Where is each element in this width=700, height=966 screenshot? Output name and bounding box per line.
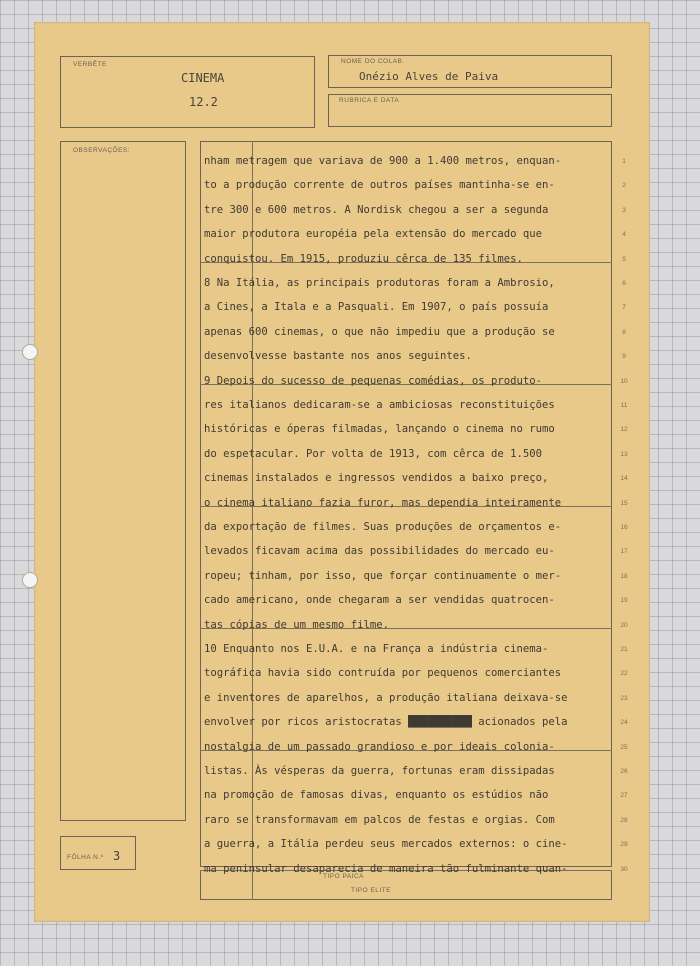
text-line: 9 Depois do sucesso de pequenas comédias, os produto- [204, 374, 543, 387]
text-line: a Cines, a Itala e a Pasquali. Em 1907, o país possuía [204, 301, 549, 314]
colab-label: NOME DO COLAB. [341, 58, 405, 65]
text-line: levados ficavam acima das possibilidades do mercado eu- [204, 545, 555, 558]
folha-box [60, 836, 136, 870]
rubrica-label: RUBRICA E DATA [339, 97, 400, 104]
text-line: 8 Na Itália, as principais produtoras foram a Ambrosio, [204, 277, 555, 289]
line-number: 23 [620, 694, 628, 702]
text-line: 10 Enquanto nos E.U.A. e na França a indústria cinema- [204, 643, 549, 655]
line-number: 3 [622, 206, 626, 214]
line-number: 25 [620, 743, 628, 751]
text-line: ma peninsular desaparecia de maneira tão fulminante quan- [204, 862, 568, 875]
text-line: envolver por ricos aristocratas ██████████ acionados pela [204, 716, 568, 729]
index-card-sheet [34, 22, 650, 922]
colab-name: Onézio Alves de Paiva [359, 70, 499, 83]
text-line: cado americano, onde chegaram a ser vendidas quatrocen- [204, 594, 555, 607]
line-number: 6 [622, 280, 626, 287]
text-line: do espetacular. Por volta de 1913, com cêrca de 1.500 [204, 447, 543, 460]
line-number: 4 [622, 231, 626, 239]
text-line: to a produção corrente de outros países mantinha-se en- [204, 179, 555, 192]
line-number: 19 [620, 597, 628, 605]
line-number: 24 [620, 719, 628, 727]
text-line: o cinema italiano fazia furor, mas dependia inteiramente [204, 496, 562, 509]
line-number: 28 [620, 816, 628, 824]
text-line: desenvolvesse bastante nos anos seguintes. [204, 350, 472, 363]
line-number: 11 [620, 402, 628, 409]
line-number: 17 [620, 548, 628, 556]
text-line: res italianos dedicaram-se a ambiciosas reconstituições [204, 399, 555, 411]
line-number: 2 [622, 182, 626, 190]
text-line: da exportação de filmes. Suas produções de orçamentos e- [204, 521, 562, 533]
verbete-box [60, 56, 315, 128]
line-number: 7 [622, 304, 626, 312]
text-line: históricas e óperas filmadas, lançando o cinema no rumo [204, 423, 555, 436]
verbete-label: VERBÊTE [73, 61, 107, 68]
text-line: ropeu; tinham, por isso, que forçar continuamente o mer- [204, 569, 562, 582]
line-number: 16 [620, 524, 628, 531]
line-number: 29 [620, 841, 628, 849]
text-line: tográfica havia sido contruída por pequenos comerciantes [204, 667, 562, 680]
tipo-elite-label: TIPO ELITE [351, 887, 392, 894]
observacoes-label: OBSERVAÇÕES: [73, 147, 131, 154]
line-number: 20 [620, 621, 628, 629]
text-line: tas cópias de um mesmo filme. [204, 618, 389, 631]
tipo-paica-label: TIPO PAICA [323, 873, 364, 880]
folha-label: FÔLHA N.º [67, 854, 104, 861]
line-number: 27 [620, 792, 628, 800]
text-line: nham metragem que variava de 900 a 1.400 metros, enquan- [204, 155, 562, 167]
line-number: 8 [622, 328, 626, 336]
line-number: 9 [622, 353, 626, 361]
line-number: 14 [620, 475, 628, 483]
text-line: maior produtora européia pela extensão do mercado que [204, 228, 543, 241]
punch-hole-bottom [22, 572, 38, 588]
line-number: 21 [620, 646, 628, 653]
line-number: 13 [620, 450, 628, 458]
line-number: 18 [620, 572, 628, 580]
text-line: listas. Às vésperas da guerra, fortunas eram dissipadas [204, 765, 555, 777]
rubrica-box [328, 94, 612, 127]
line-number: 5 [622, 255, 626, 263]
text-line: a guerra, a Itália perdeu seus mercados externos: o cine- [204, 838, 568, 851]
text-line: apenas 600 cinemas, o que não impediu que a produção se [204, 325, 555, 338]
text-line: raro se transformavam em palcos de festas e orgias. Com [204, 813, 555, 826]
colab-box [328, 55, 612, 88]
folha-number: 3 [113, 849, 121, 863]
verbete-number: 12.2 [189, 95, 218, 109]
line-number: 10 [620, 377, 628, 385]
text-line: conquistou. Em 1915, produziu cêrca de 135 filmes. [204, 252, 523, 265]
line-number: 12 [620, 426, 628, 434]
verbete-title: CINEMA [181, 71, 225, 85]
text-line: cinemas instalados e ingressos vendidos a baixo preço, [204, 472, 549, 485]
line-number: 15 [620, 499, 628, 507]
line-number: 26 [620, 768, 628, 775]
text-line: tre 300 e 600 metros. A Nordisk chegou a ser a segunda [204, 203, 549, 216]
punch-hole-top [22, 344, 38, 360]
text-line: nostalgia de um passado grandioso e por ideais colonia- [204, 740, 555, 753]
line-number: 22 [620, 670, 628, 678]
text-line: e inventores de aparelhos, a produção italiana deixava-se [204, 691, 568, 704]
line-number: 1 [622, 158, 626, 165]
line-number: 30 [620, 865, 628, 873]
text-line: na promoção de famosas divas, enquanto os estúdios não [204, 789, 549, 802]
observacoes-box [60, 141, 186, 821]
